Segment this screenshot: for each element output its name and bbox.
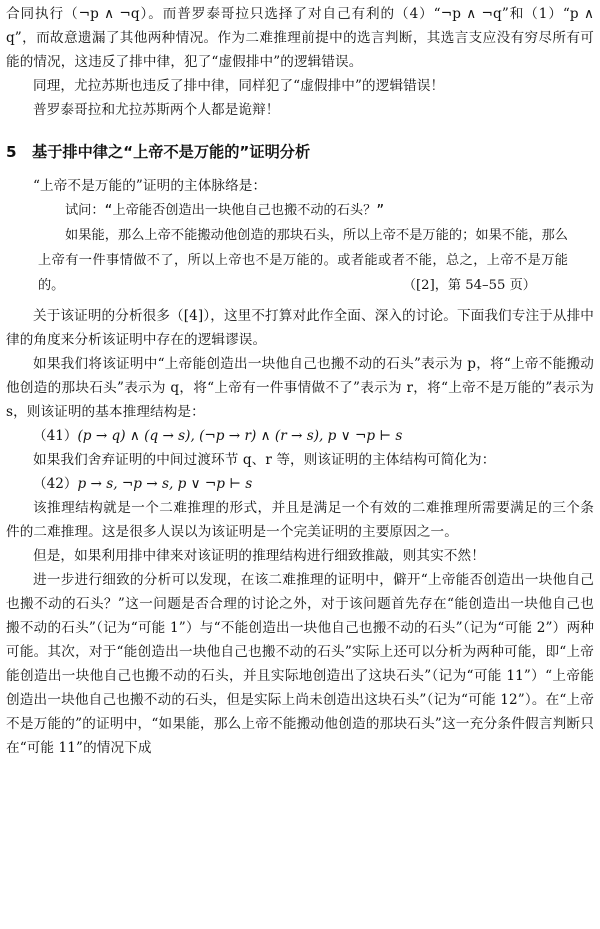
paragraph: 如果我们将该证明中“上帝能创造出一块他自己也搬不动的石头”表示为 p，将“上帝不能搬动他创造的那块石头”表示为 q，将“上帝有一件事情做不了”表示为 r，将“上帝不是万能的”表示为 s，则该证明的基本推理结构是： <box>6 356 594 420</box>
citation: （[2]，第 54–55 页） <box>402 278 536 293</box>
section-number: 5 <box>6 143 17 161</box>
paragraph: 如果我们舍弃证明的中间过渡环节 q、r 等，则该证明的主体结构可简化为： <box>33 452 496 468</box>
intro-paragraph: “上帝不是万能的”证明的主体脉络是： <box>33 178 267 194</box>
formula-label: （41） <box>33 428 78 444</box>
quote-paragraph <box>38 223 568 298</box>
quote-line: 试问：“上帝能否创造出一块他自己也搬不动的石头？” <box>65 203 385 218</box>
paragraph: 关于该证明的分析很多（[4]），这里不打算对此作全面、深入的讨论。下面我们专注于从排中律的角度来分析该证明中存在的逻辑谬误。 <box>6 308 594 348</box>
formula-41 <box>6 424 594 448</box>
paragraph: 合同执行（¬p ∧ ¬q）。而普罗泰哥拉只选择了对自己有利的（4）“¬p ∧ ¬q”和（1）“p ∧ q”，而故意遗漏了其他两种情况。作为二难推理前提中的选言判断，其选言支应没有穷尽所有可能的情况，这违反了排中律，犯了“虚假排中”的逻辑错误。 <box>6 6 594 70</box>
paragraph: 普罗泰哥拉和尤拉苏斯两个人都是诡辩！ <box>33 102 280 118</box>
section-heading <box>6 140 594 164</box>
formula-expression: p → s, ¬p → s, p ∨ ¬p ⊢ s <box>77 476 253 492</box>
formula-expression: (p → q) ∧ (q → s), (¬p → r) ∧ (r → s), p ∨ ¬p ⊢ s <box>77 428 403 444</box>
quote-text: 如果能，那么上帝不能搬动他创造的那块石头，所以上帝不是万能的；如果不能，那么上帝有一件事情做不了，所以上帝也不是万能的。或者能或者不能，总之，上帝不是万能的。 <box>38 228 568 293</box>
section-title: 基于排中律之“上帝不是万能的”证明分析 <box>32 143 311 161</box>
block-quote <box>38 198 568 298</box>
paragraph: 同理，尤拉苏斯也违反了排中律，同样犯了“虚假排中”的逻辑错误！ <box>33 78 445 94</box>
formula-label: （42） <box>33 476 78 492</box>
paragraph: 该推理结构就是一个二难推理的形式，并且是满足一个有效的二难推理所需要满足的三个条件的二难推理。这是很多人误以为该证明是一个完美证明的主要原因之一。 <box>6 500 594 540</box>
paragraph: 进一步进行细致的分析可以发现，在该二难推理的证明中，僻开“上帝能否创造出一块他自己也搬不动的石头？”这一问题是否合理的讨论之外，对于该问题首先存在“能创造出一块他自己也搬不动的石头”（记为“可能 1”）与“不能创造出一块他自己也搬不动的石头”（记为“可能 2”）两种可能。其次，对于“能创造出一块他自己也搬不动的石头”实际上还可以分析为两种可能，即“上帝能创造出一块他自己也搬不动的石头，并且实际地创造出了这块石头”（记为“可能 11”）“上帝能创造出一块他自己也搬不动的石头，但是实际上尚未创造出这块石头”（记为“可能 12”）。在“上帝不是万能的”的证明中，“如果能，那么上帝不能搬动他创造的那块石头”这一充分条件假言判断只在“可能 11”的情况下成 <box>6 572 594 756</box>
paragraph: 但是，如果利用排中律来对该证明的推理结构进行细致推敲，则其实不然！ <box>33 548 485 564</box>
formula-42 <box>6 472 594 496</box>
